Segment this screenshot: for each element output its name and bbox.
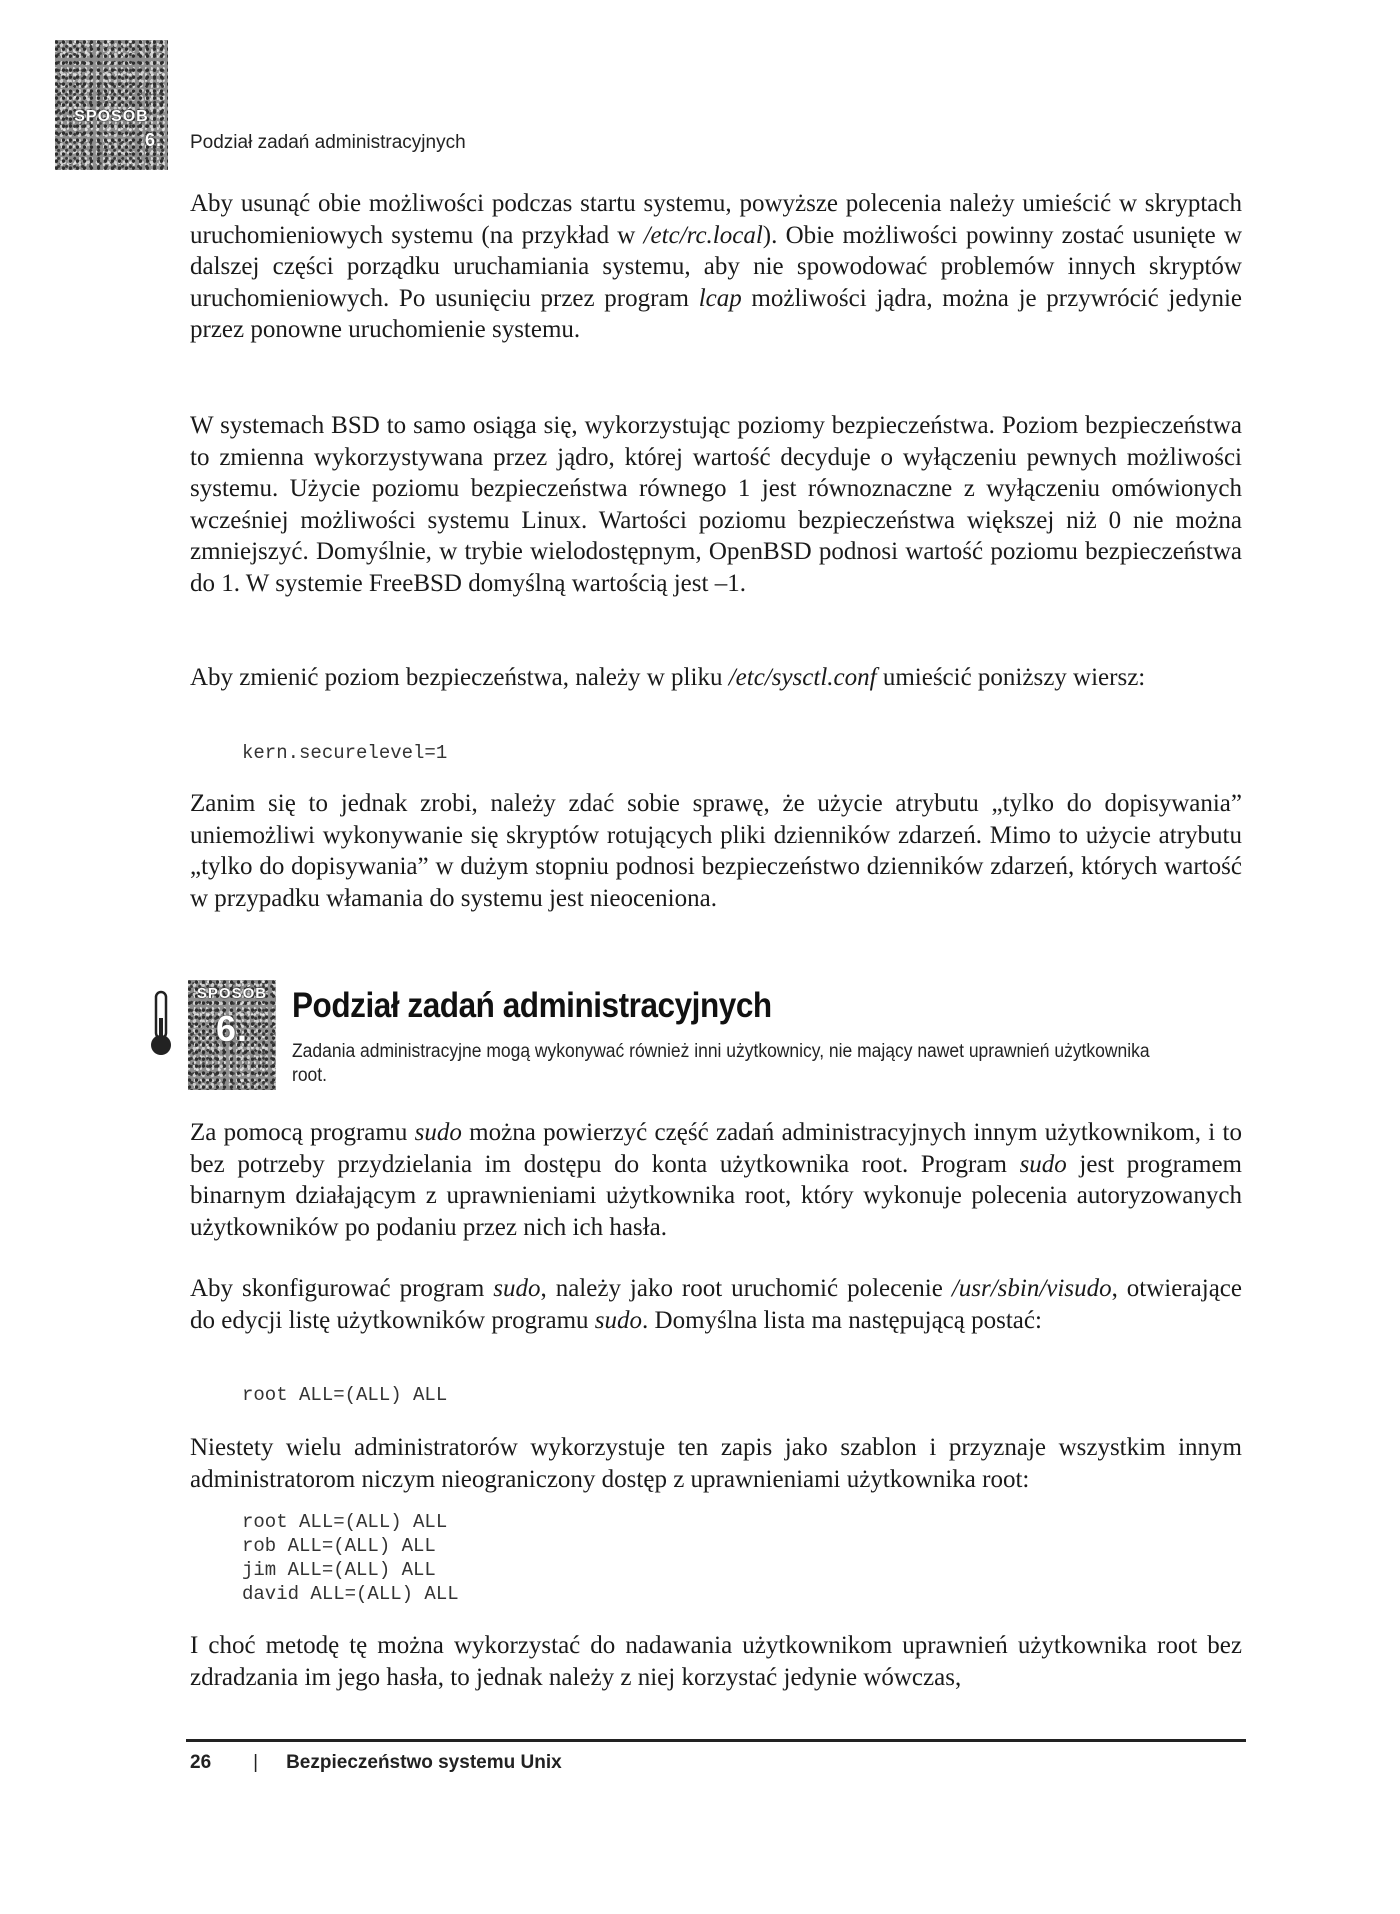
paragraph: W systemach BSD to samo osiąga się, wykorzystując poziomy bezpieczeństwa. Poziom bezpieczeństwa to zmienna wykorzystywana przez jądro, której wartość decyduje o wyłączeniu pewnych możliwości systemu. Użycie poziomu bezpieczeństwa równego 1 jest równoznaczne z wyłączeniu omówionych wcześniej możliwości systemu Linux. Wartości poziomu bezpieczeństwa większej niż 0 nie można zmniejszyć. Domyślnie, w trybie wielodostępnym, OpenBSD podnosi wartość poziomu bezpieczeństwa do 1. W systemie FreeBSD domyślną wartością jest –1. (190, 412, 1242, 597)
header-badge (55, 40, 168, 170)
paragraph: Aby zmienić poziom bezpieczeństwa, należy w pliku /etc/sysctl.conf umieścić poniższy wiersz: (190, 664, 1146, 691)
thermometer-icon (148, 990, 174, 1058)
header-badge-label: SPOSÓB (74, 108, 149, 125)
page-footer (190, 1752, 562, 1774)
program-name: sudo (594, 1306, 643, 1334)
section-badge-number: 6. (215, 1008, 249, 1049)
body-p8 (190, 1630, 1242, 1693)
header-badge-number: 6. (144, 130, 162, 150)
section-badge-label: SPOSÓB (196, 985, 268, 1002)
file-path: /etc/rc.local (643, 221, 763, 249)
section-badge (188, 980, 276, 1090)
paragraph: Zanim się to jednak zrobi, należy zdać sobie sprawę, że użycie atrybutu „tylko do dopisywania” uniemożliwi wykonywanie się skryptów rotujących pliki dzienników zdarzeń. Mimo to użycie atrybutu „tylko do dopisywania” w dużym stopniu podnosi bezpieczeństwo dzienników zdarzeń, których wartość w przypadku włamania do systemu jest nieoceniona. (190, 790, 1242, 912)
body-p2 (190, 410, 1242, 599)
running-header-title: Podział zadań administracyjnych (190, 132, 466, 153)
book-title: Bezpieczeństwo systemu Unix (286, 1752, 562, 1773)
page-number: 26 (190, 1752, 212, 1773)
program-name: sudo (493, 1275, 541, 1302)
body-p6 (190, 1273, 1242, 1336)
paragraph: Aby usunąć obie możliwości podczas startu systemu, powyższe polecenia należy umieścić w skryptach uruchomieniowych systemu (na przykład w /etc/rc.local). Obie możliwości powinny zostać usunięte w dalszej części porządku uruchamiania systemu, aby nie spowodować problemów innych skryptów uruchomieniowych. Po usunięciu przez program lcap możliwości jądra, można je przywrócić jedynie przez ponowne uruchomienie systemu. (190, 190, 1242, 343)
body-p3 (190, 662, 1242, 694)
paragraph: I choć metodę tę można wykorzystać do nadawania użytkownikom uprawnień użytkownika root bez zdradzania im jego hasła, to jednak należy z niej korzystać jedynie wówczas, (190, 1632, 1242, 1691)
code-block: root ALL=(ALL) ALL (242, 1384, 448, 1406)
code-block: root ALL=(ALL) ALL rob ALL=(ALL) ALL jim ALL=(ALL) ALL david ALL=(ALL) ALL (242, 1511, 459, 1605)
body-p7 (190, 1432, 1242, 1495)
section-description: Zadania administracyjne mogą wykonywać również inni użytkownicy, nie mający nawet uprawnień użytkownika root. (292, 1041, 1150, 1086)
program-name: lcap (698, 284, 742, 312)
footer-separator: | (253, 1752, 259, 1773)
code-block: kern.securelevel=1 (242, 742, 448, 764)
body-top (190, 188, 1242, 346)
section-title: Podział zadań administracyjnych (292, 986, 772, 1025)
body-p4 (190, 788, 1242, 914)
program-name: sudo (414, 1119, 462, 1146)
program-name: sudo (1019, 1150, 1067, 1178)
paragraph: Aby skonfigurować program sudo, należy jako root uruchomić polecenie /usr/sbin/visudo, otwierające do edycji listę użytkowników programu sudo. Domyślna lista ma następującą postać: (190, 1275, 1243, 1334)
file-path: /usr/sbin/visudo (951, 1275, 1112, 1302)
body-p5 (190, 1117, 1242, 1243)
paragraph: Za pomocą programu sudo można powierzyć część zadań administracyjnych innym użytkownikom, i to bez potrzeby przydzielania im dostępu do konta użytkownika root. Program sudo jest programem binarnym działającym z uprawnieniami użytkownika root, który wykonuje polecenia autoryzowanych użytkowników po podaniu przez nich ich hasła. (190, 1119, 1243, 1241)
file-path: /etc/sysctl.conf (728, 664, 877, 691)
footer-rule (186, 1739, 1246, 1742)
paragraph: Niestety wielu administratorów wykorzystuje ten zapis jako szablon i przyznaje wszystkim innym administratorom niczym nieograniczony dostęp z uprawnieniami użytkownika root: (190, 1434, 1242, 1493)
